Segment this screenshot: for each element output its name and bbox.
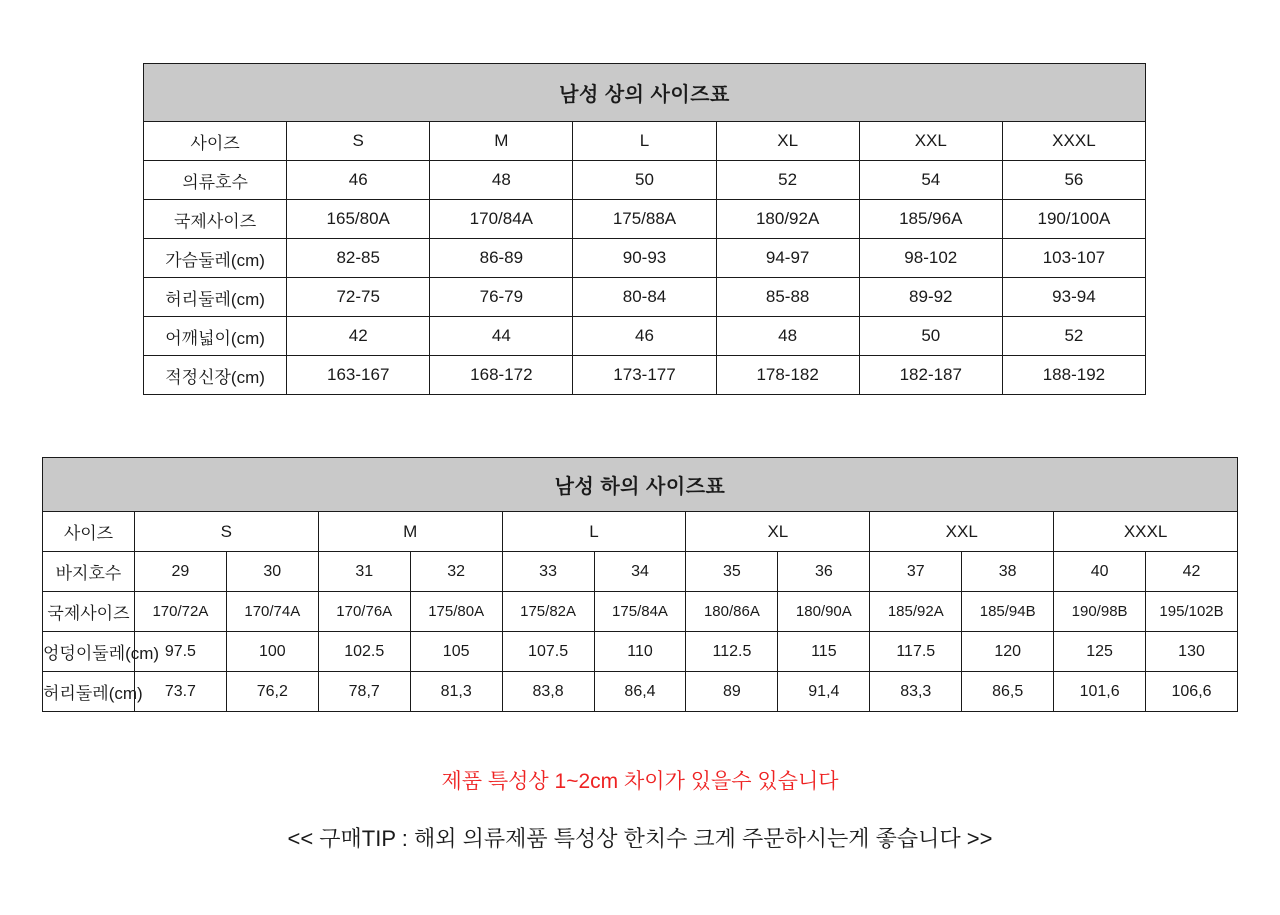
- table-row: [144, 239, 1146, 278]
- cell-value: 80-84: [573, 278, 716, 317]
- cell-value: 120: [962, 632, 1054, 672]
- cell-value: 106,6: [1146, 672, 1238, 712]
- cell-value: 182-187: [859, 356, 1002, 395]
- mens-bottoms-size-table: [42, 457, 1238, 712]
- row-header-size: 사이즈: [144, 122, 287, 161]
- mens-tops-table-title: 남성 상의 사이즈표: [144, 64, 1146, 122]
- size-header-xxxl: XXXL: [1002, 122, 1145, 161]
- size-header-m: M: [430, 122, 573, 161]
- cell-value: 89-92: [859, 278, 1002, 317]
- cell-value: 168-172: [430, 356, 573, 395]
- cell-value: 94-97: [716, 239, 859, 278]
- cell-value: 130: [1146, 632, 1238, 672]
- cell-value: 175/88A: [573, 200, 716, 239]
- cell-value: 188-192: [1002, 356, 1145, 395]
- cell-value: 165/80A: [287, 200, 430, 239]
- cell-value: 185/94B: [962, 592, 1054, 632]
- cell-value: 72-75: [287, 278, 430, 317]
- cell-value: 125: [1054, 632, 1146, 672]
- cell-value: 42: [1146, 552, 1238, 592]
- cell-value: 48: [430, 161, 573, 200]
- cell-value: 180/86A: [686, 592, 778, 632]
- cell-value: 170/72A: [134, 592, 226, 632]
- cell-value: 86,4: [594, 672, 686, 712]
- cell-value: 90-93: [573, 239, 716, 278]
- cell-value: 29: [134, 552, 226, 592]
- cell-value: 40: [1054, 552, 1146, 592]
- cell-value: 31: [318, 552, 410, 592]
- cell-value: 38: [962, 552, 1054, 592]
- row-header-size: 사이즈: [43, 512, 135, 552]
- cell-value: 190/98B: [1054, 592, 1146, 632]
- cell-value: 32: [410, 552, 502, 592]
- product-variance-note: 제품 특성상 1~2cm 차이가 있을수 있습니다: [441, 770, 839, 793]
- table-row: [144, 161, 1146, 200]
- cell-value: 76-79: [430, 278, 573, 317]
- cell-value: 91,4: [778, 672, 870, 712]
- row-label: 허리둘레(cm): [144, 278, 287, 317]
- cell-value: 52: [716, 161, 859, 200]
- cell-value: 86,5: [962, 672, 1054, 712]
- cell-value: 33: [502, 552, 594, 592]
- row-label: 가슴둘레(cm): [144, 239, 287, 278]
- cell-value: 190/100A: [1002, 200, 1145, 239]
- cell-value: 36: [778, 552, 870, 592]
- cell-value: 173-177: [573, 356, 716, 395]
- cell-value: 97.5: [134, 632, 226, 672]
- cell-value: 101,6: [1054, 672, 1146, 712]
- size-header-l: L: [573, 122, 716, 161]
- size-header-xxl: XXL: [870, 512, 1054, 552]
- cell-value: 83,8: [502, 672, 594, 712]
- mens-bottoms-size-table-container: [42, 457, 1238, 712]
- cell-value: 50: [859, 317, 1002, 356]
- cell-value: 73.7: [134, 672, 226, 712]
- cell-value: 42: [287, 317, 430, 356]
- size-header-l: L: [502, 512, 686, 552]
- cell-value: 48: [716, 317, 859, 356]
- row-label: 허리둘레(cm): [43, 672, 135, 712]
- table-row: [43, 632, 1238, 672]
- table-row: [43, 552, 1238, 592]
- cell-value: 46: [287, 161, 430, 200]
- cell-value: 78,7: [318, 672, 410, 712]
- cell-value: 195/102B: [1146, 592, 1238, 632]
- cell-value: 37: [870, 552, 962, 592]
- cell-value: 112.5: [686, 632, 778, 672]
- cell-value: 185/96A: [859, 200, 1002, 239]
- size-header-s: S: [134, 512, 318, 552]
- cell-value: 44: [430, 317, 573, 356]
- table-row: [43, 592, 1238, 632]
- row-label: 엉덩이둘레(cm): [43, 632, 135, 672]
- cell-value: 180/90A: [778, 592, 870, 632]
- cell-value: 34: [594, 552, 686, 592]
- row-label: 적정신장(cm): [144, 356, 287, 395]
- cell-value: 81,3: [410, 672, 502, 712]
- cell-value: 105: [410, 632, 502, 672]
- cell-value: 86-89: [430, 239, 573, 278]
- cell-value: 56: [1002, 161, 1145, 200]
- cell-value: 107.5: [502, 632, 594, 672]
- table-row: [144, 122, 1146, 161]
- row-label: 어깨넓이(cm): [144, 317, 287, 356]
- cell-value: 89: [686, 672, 778, 712]
- cell-value: 98-102: [859, 239, 1002, 278]
- size-header-m: M: [318, 512, 502, 552]
- table-row: [43, 672, 1238, 712]
- cell-value: 170/76A: [318, 592, 410, 632]
- table-row: [144, 200, 1146, 239]
- cell-value: 85-88: [716, 278, 859, 317]
- cell-value: 175/80A: [410, 592, 502, 632]
- cell-value: 117.5: [870, 632, 962, 672]
- cell-value: 83,3: [870, 672, 962, 712]
- cell-value: 170/74A: [226, 592, 318, 632]
- cell-value: 185/92A: [870, 592, 962, 632]
- cell-value: 110: [594, 632, 686, 672]
- cell-value: 100: [226, 632, 318, 672]
- cell-value: 52: [1002, 317, 1145, 356]
- cell-value: 54: [859, 161, 1002, 200]
- cell-value: 163-167: [287, 356, 430, 395]
- row-label: 국제사이즈: [43, 592, 135, 632]
- cell-value: 170/84A: [430, 200, 573, 239]
- table-row: [43, 512, 1238, 552]
- table-title-row: [144, 64, 1146, 122]
- cell-value: 30: [226, 552, 318, 592]
- table-row: [144, 317, 1146, 356]
- cell-value: 175/82A: [502, 592, 594, 632]
- cell-value: 76,2: [226, 672, 318, 712]
- cell-value: 102.5: [318, 632, 410, 672]
- table-row: [144, 356, 1146, 395]
- size-header-s: S: [287, 122, 430, 161]
- cell-value: 82-85: [287, 239, 430, 278]
- mens-tops-size-table-container: [143, 63, 1146, 395]
- purchase-tip-note: << 구매TIP : 해외 의류제품 특성상 한치수 크게 주문하시는게 좋습니다 >>: [287, 826, 993, 851]
- row-label: 국제사이즈: [144, 200, 287, 239]
- table-row: [144, 278, 1146, 317]
- cell-value: 175/84A: [594, 592, 686, 632]
- cell-value: 180/92A: [716, 200, 859, 239]
- cell-value: 46: [573, 317, 716, 356]
- size-header-xl: XL: [716, 122, 859, 161]
- row-label: 의류호수: [144, 161, 287, 200]
- size-header-xl: XL: [686, 512, 870, 552]
- cell-value: 103-107: [1002, 239, 1145, 278]
- table-title-row: [43, 458, 1238, 512]
- row-label: 바지호수: [43, 552, 135, 592]
- size-header-xxxl: XXXL: [1054, 512, 1238, 552]
- cell-value: 35: [686, 552, 778, 592]
- cell-value: 178-182: [716, 356, 859, 395]
- mens-bottoms-table-title: 남성 하의 사이즈표: [43, 458, 1238, 512]
- cell-value: 93-94: [1002, 278, 1145, 317]
- cell-value: 50: [573, 161, 716, 200]
- cell-value: 115: [778, 632, 870, 672]
- size-header-xxl: XXL: [859, 122, 1002, 161]
- mens-tops-size-table: [143, 63, 1146, 395]
